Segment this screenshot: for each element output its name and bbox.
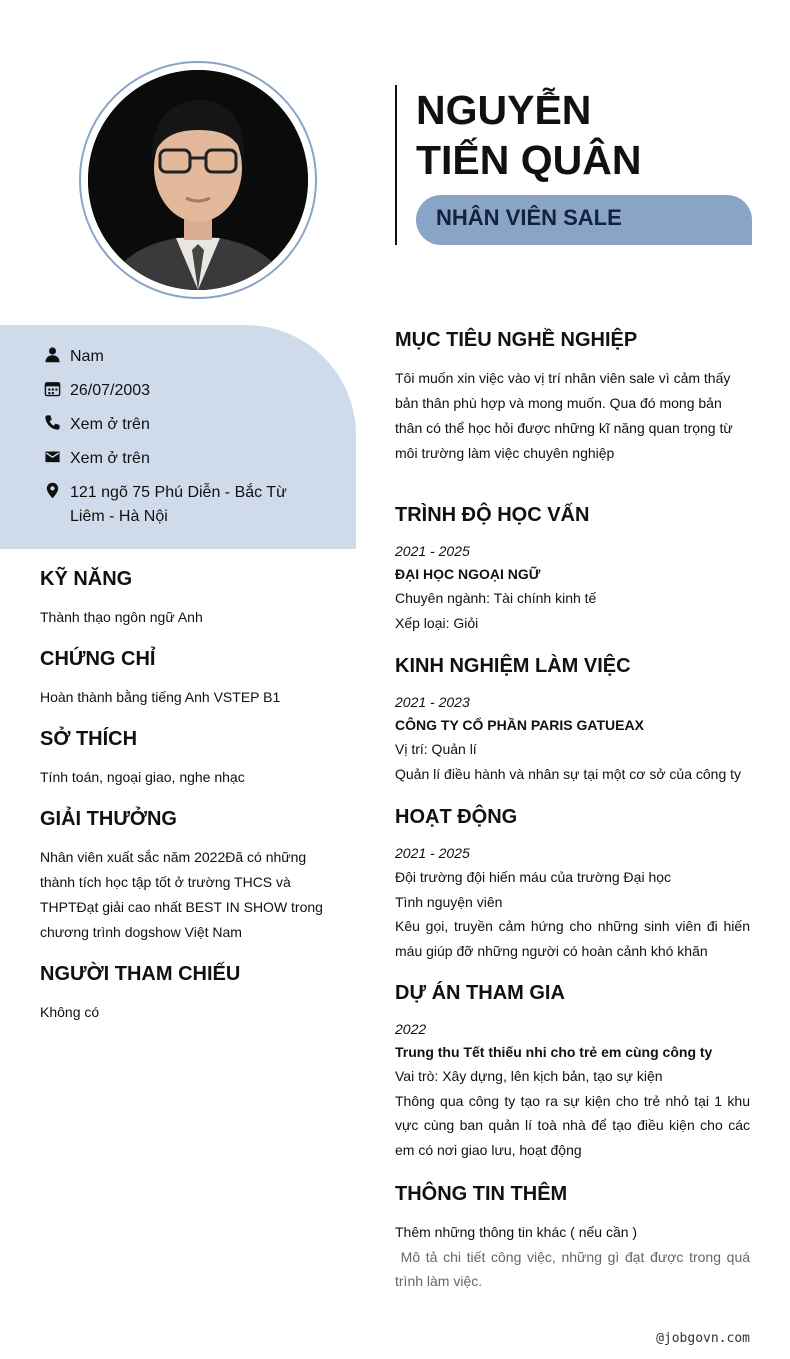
contact-address [44, 481, 304, 529]
period: 2021 - 2025 [395, 543, 470, 559]
location-pin-icon [44, 482, 61, 499]
organization: Trung thu Tết thiếu nhi cho trẻ em cùng công ty [395, 1044, 713, 1060]
organization: CÔNG TY CỔ PHẦN PARIS GATUEAX [395, 717, 644, 733]
section-title: SỞ THÍCH [40, 728, 138, 750]
detail-line: Chuyên ngành: Tài chính kinh tế [395, 590, 597, 606]
section-text: Hoàn thành bằng tiếng Anh VSTEP B1 [40, 689, 281, 705]
section-title: GIẢI THƯỞNG [40, 808, 177, 830]
detail-line: Tình nguyện viên [395, 893, 503, 910]
section-title: TRÌNH ĐỘ HỌC VẤN [395, 504, 590, 526]
role-title: NHÂN VIÊN SALE [436, 205, 622, 230]
contact-panel [0, 325, 356, 549]
detail-line: Xếp loại: Giỏi [395, 614, 479, 631]
organization: ĐẠI HỌC NGOẠI NGỮ [395, 566, 541, 582]
person-icon [44, 346, 61, 363]
contact-gender [44, 345, 104, 369]
phone-icon [44, 414, 61, 431]
section-education [395, 501, 750, 635]
section-skills [40, 565, 350, 630]
section-text: Nhân viên xuất sắc năm 2022Đã có những thành tích học tập tốt ở trường THCS và THPTĐạt giải cao nhất BEST IN SHOW trong chương trình dogshow Việt Nam [40, 849, 323, 940]
contact-phone [44, 413, 150, 437]
section-title: MỤC TIÊU NGHỀ NGHIỆP [395, 329, 638, 351]
detail-line: Vị trí: Quản lí [395, 741, 477, 757]
detail-line: Vai trò: Xây dựng, lên kịch bản, tạo sự kiện [395, 1068, 663, 1084]
contact-gender-text: Nam [70, 348, 104, 365]
contact-email-text: Xem ở trên [70, 450, 150, 467]
footer-watermark: @jobgovn.com [656, 1331, 750, 1346]
section-references [40, 960, 350, 1025]
section-projects [395, 979, 750, 1162]
section-text: Thành thạo ngôn ngữ Anh [40, 609, 203, 625]
section-title: CHỨNG CHỈ [40, 648, 156, 670]
calendar-icon [44, 380, 61, 397]
detail-line: Thông qua công ty tạo ra sự kiện cho trẻ nhỏ tại 1 khu vực cùng ban quản lí toà nhà để tạo điều kiện cho các em có nơi giao lưu, hoạt động [395, 1092, 750, 1158]
detail-line: Quản lí điều hành và nhân sự tại một cơ sở của công ty [395, 765, 742, 782]
section-text: Tính toán, ngoại giao, nghe nhạc [40, 769, 245, 785]
period: 2021 - 2025 [395, 845, 470, 861]
section-activities [395, 803, 750, 963]
contact-birthday [44, 379, 150, 403]
contact-address-text: 121 ngõ 75 Phú Diễn - Bắc Từ Liêm - Hà Nội [70, 484, 287, 525]
period: 2021 - 2023 [395, 694, 470, 710]
detail-line: Đội trường đội hiến máu của trường Đại học [395, 869, 672, 885]
section-certificates [40, 645, 350, 710]
contact-birthday-text: 26/07/2003 [70, 382, 151, 399]
period: 2022 [395, 1021, 427, 1037]
section-title: KỸ NĂNG [40, 568, 133, 590]
section-extra-info [395, 1180, 754, 1294]
section-experience [395, 652, 750, 786]
section-text: Không có [40, 1004, 100, 1020]
contact-phone-text: Xem ở trên [70, 416, 150, 433]
detail-line-muted: Mô tả chi tiết công việc, những gì đạt được trong quá trình làm việc. [395, 1248, 754, 1289]
portrait-illustration [88, 70, 308, 290]
mail-icon [44, 448, 61, 465]
name-block [395, 85, 755, 245]
avatar-ring [79, 61, 317, 299]
section-hobbies [40, 725, 350, 790]
section-title: HOẠT ĐỘNG [395, 806, 518, 828]
section-awards [40, 805, 345, 945]
candidate-name: NGUYỄN TIẾN QUÂN [416, 87, 642, 183]
detail-line: Kêu gọi, truyền cảm hứng cho những sinh viên đi hiến máu giúp đỡ những người có hoàn cảnh khó khăn [395, 918, 750, 959]
section-title: DỰ ÁN THAM GIA [395, 982, 565, 1004]
role-badge [416, 195, 752, 245]
section-title: NGƯỜI THAM CHIẾU [40, 963, 241, 985]
section-text: Tôi muốn xin việc vào vị trí nhân viên sale vì cảm thấy bản thân phù hợp và mong muốn. Qua đó mong bản thân có thể học hỏi được những kĩ năng quan trọng từ môi trường làm việc chuyên nghiệp [395, 370, 733, 461]
section-objective [395, 326, 750, 466]
contact-email [44, 447, 150, 471]
section-title: KINH NGHIỆM LÀM VIỆC [395, 655, 631, 677]
avatar [88, 70, 308, 290]
detail-line: Thêm những thông tin khác ( nếu cần ) [395, 1224, 638, 1240]
section-title: THÔNG TIN THÊM [395, 1183, 568, 1205]
